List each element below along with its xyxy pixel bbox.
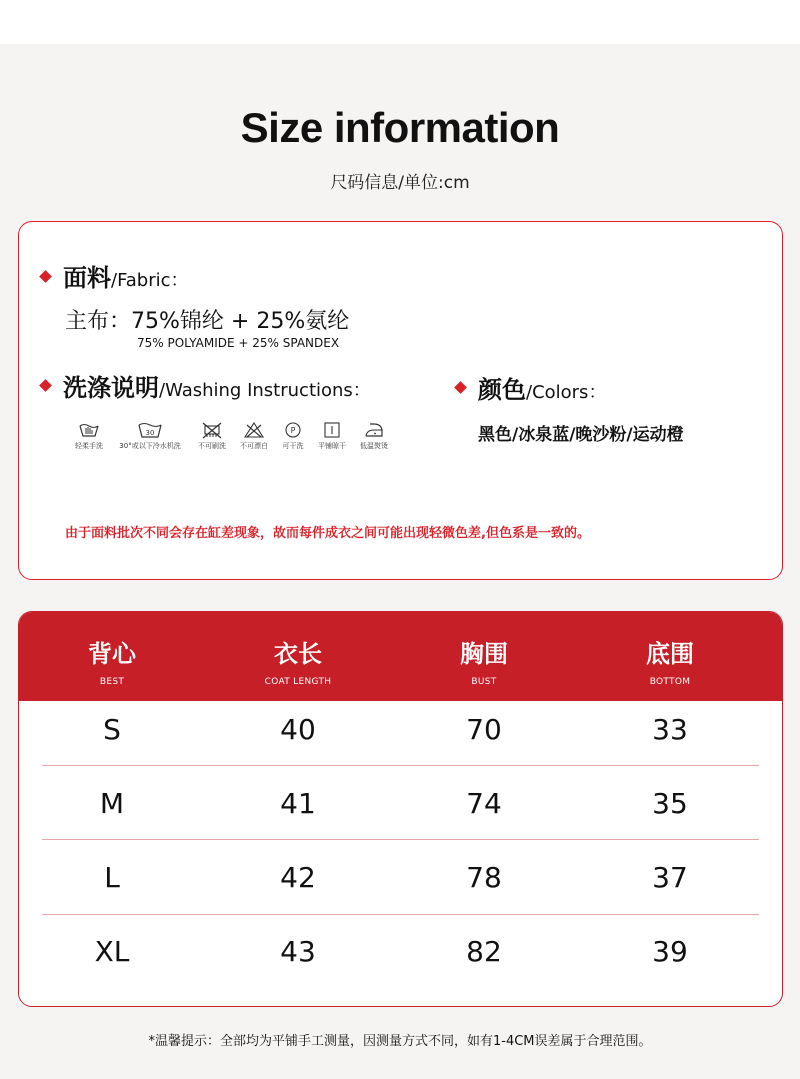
care-item <box>355 421 393 451</box>
column-header-cn: 衣长 <box>274 640 322 668</box>
dry-clean-p-icon <box>284 421 302 439</box>
row-divider <box>42 839 759 840</box>
care-item <box>279 421 307 451</box>
colors-title <box>478 370 606 405</box>
table-cell-bottom: 39 <box>652 935 688 968</box>
colors-value: 黑色/冰泉蓝/晚沙粉/运动橙 <box>478 425 684 445</box>
care-label: 轻柔手洗 <box>75 442 103 450</box>
table-cell-coat-length: 43 <box>280 935 316 968</box>
table-cell-bust: 78 <box>466 861 502 894</box>
flat-dry-icon <box>323 421 341 439</box>
care-item <box>195 421 229 451</box>
fabric-title <box>63 258 189 293</box>
page-title: Size information <box>240 104 560 151</box>
care-label: 可干洗 <box>282 442 304 450</box>
table-row <box>19 775 783 849</box>
care-item <box>237 421 271 451</box>
color-variance-note: 由于面料批次不同会存在缸差现象，故而每件成衣之间可能出现轻微色差,但色系是一致的。 <box>65 526 590 541</box>
colors-title-en: /Colors： <box>526 382 607 403</box>
table-cell-size: M <box>99 787 125 820</box>
no-bleach-icon <box>243 421 265 439</box>
fabric-composition: 主布：75%锦纶 + 25%氨纶 <box>65 309 350 334</box>
table-cell-bust: 82 <box>466 935 502 968</box>
column-header-en: BUST <box>471 677 497 687</box>
care-label: 低温熨烫 <box>360 442 388 450</box>
column-header-bottom <box>577 612 763 701</box>
fabric-title-en: /Fabric： <box>111 270 189 291</box>
diamond-bullet-icon <box>39 379 52 392</box>
table-cell-bust: 74 <box>466 787 502 820</box>
table-cell-bottom: 33 <box>652 713 688 746</box>
row-divider <box>42 765 759 766</box>
care-item <box>315 421 349 451</box>
table-cell-size: S <box>103 713 121 746</box>
no-brush-icon <box>201 421 223 439</box>
fabric-care-card <box>18 221 783 580</box>
care-label: 平铺晾干 <box>318 442 346 450</box>
care-label: 不可漂白 <box>240 442 268 450</box>
table-cell-coat-length: 40 <box>280 713 316 746</box>
column-header-coat-length <box>205 612 391 701</box>
diamond-bullet-icon <box>39 270 52 283</box>
care-label: 30°或以下冷水机洗 <box>119 442 181 450</box>
table-cell-size: XL <box>94 935 130 968</box>
column-header-en: COAT LENGTH <box>264 677 332 687</box>
table-header <box>19 612 783 701</box>
colors-title-cn: 颜色 <box>478 376 526 404</box>
fabric-composition-en: 75% POLYAMIDE + 25% SPANDEX <box>137 336 340 350</box>
table-cell-coat-length: 42 <box>280 861 316 894</box>
table-row <box>19 701 783 775</box>
page-subtitle: 尺码信息/单位:cm <box>330 173 470 193</box>
care-item <box>71 421 107 451</box>
column-header-bust <box>391 612 577 701</box>
fabric-title-cn: 面料 <box>63 264 111 292</box>
row-divider <box>42 914 759 915</box>
washing-title-cn: 洗涤说明 <box>63 374 159 402</box>
table-cell-size: L <box>104 861 120 894</box>
column-header-best <box>19 612 205 701</box>
column-header-en: BOTTOM <box>649 677 691 687</box>
table-cell-bottom: 37 <box>652 861 688 894</box>
table-row <box>19 923 783 997</box>
size-table <box>18 611 783 1007</box>
column-header-cn: 底围 <box>646 640 694 668</box>
table-cell-coat-length: 41 <box>280 787 316 820</box>
column-header-cn: 胸围 <box>460 640 508 668</box>
wash-30-icon <box>137 421 163 439</box>
care-label: 不可刷洗 <box>198 442 226 450</box>
table-cell-bottom: 35 <box>652 787 688 820</box>
care-item <box>115 421 185 451</box>
column-header-en: BEST <box>99 677 125 687</box>
washing-title <box>63 368 371 403</box>
measurement-tip: *温馨提示：全部均为平铺手工测量，因测量方式不同，如有1-4CM误差属于合理范围。 <box>148 1034 652 1049</box>
wash-temp-text: 30 <box>145 429 155 437</box>
low-iron-icon <box>363 421 385 439</box>
dry-clean-letter: P <box>290 426 296 435</box>
table-cell-bust: 70 <box>466 713 502 746</box>
diamond-bullet-icon <box>454 381 467 394</box>
table-row <box>19 849 783 923</box>
hand-wash-icon <box>78 421 100 439</box>
column-header-cn: 背心 <box>88 640 136 668</box>
washing-title-en: /Washing Instructions： <box>159 380 371 401</box>
top-band <box>0 0 800 44</box>
